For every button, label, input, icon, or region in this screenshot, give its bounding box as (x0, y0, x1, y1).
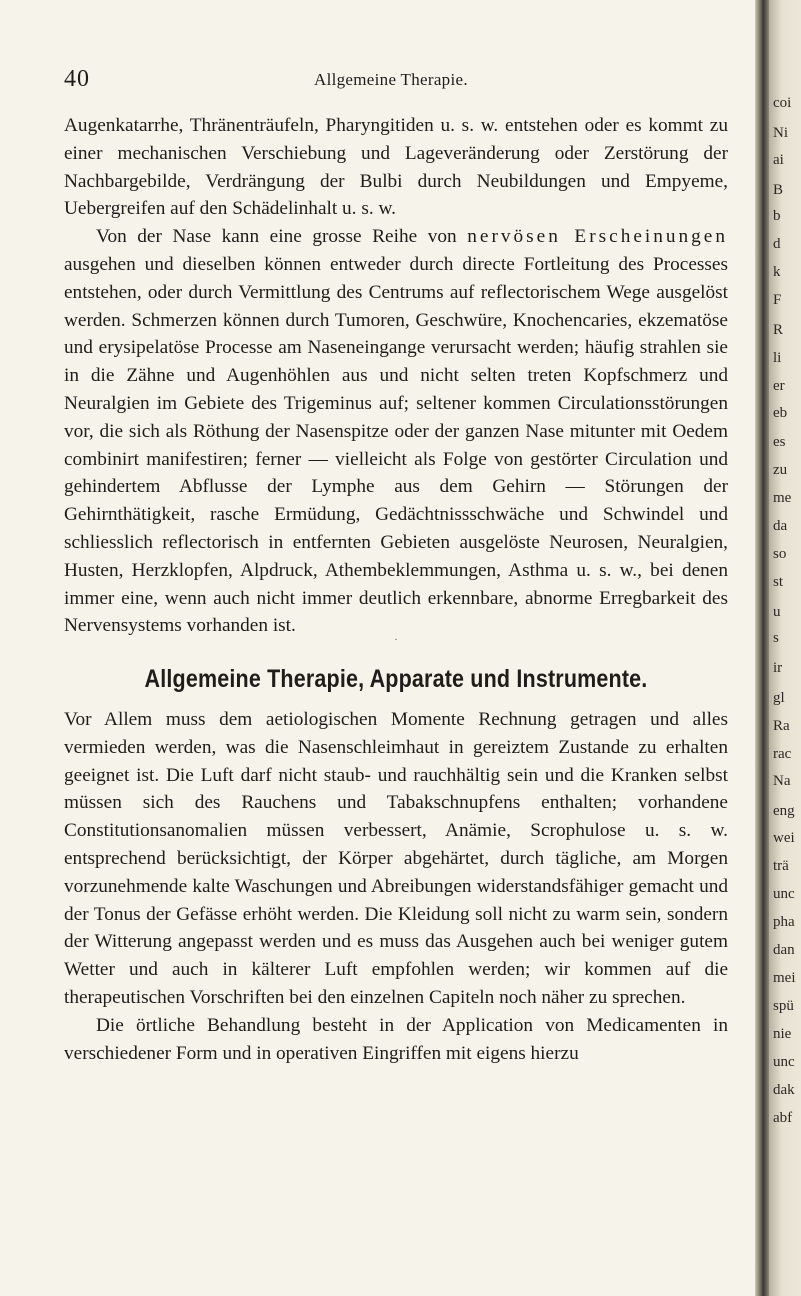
paragraph-2 (64, 223, 728, 640)
next-page-fragment: gl (773, 690, 785, 706)
paragraph-4: Die örtliche Behandlung besteht in der Application von Medicamenten in verschiedener Form und in operativen Eingriffen mit eigens hierzu (64, 1014, 728, 1064)
next-page-fragment: R (773, 322, 784, 338)
next-page-fragment: spü (773, 998, 794, 1014)
next-page-fragment: ai (773, 152, 784, 168)
next-page-fragment: s (773, 630, 779, 646)
section-heading: Allgemeine Therapie, Apparate und Instrumente. (144, 665, 648, 694)
running-head: Allgemeine Therapie. (314, 70, 468, 89)
next-page-fragment: st (773, 574, 784, 590)
next-page-edge (769, 0, 801, 1296)
next-page-fragment: d (773, 236, 781, 252)
next-page-fragment: er (773, 378, 785, 394)
next-page-fragment: me (773, 490, 792, 506)
next-page-fragment: rac (773, 746, 792, 762)
next-page-fragment: k (773, 264, 781, 280)
next-page-fragment: Ra (773, 718, 790, 734)
next-page-fragment: trä (773, 858, 789, 874)
next-page-fragment: eb (773, 405, 788, 421)
next-page-fragment: es (773, 434, 786, 450)
next-page-fragment: Ni (773, 125, 788, 141)
next-page-fragment: coi (773, 95, 792, 111)
next-page-fragment: ir (773, 660, 783, 676)
separator-dot: · (394, 635, 398, 647)
page-header (64, 66, 754, 96)
next-page-fragment: nie (773, 1026, 792, 1042)
paragraph-3: Vor Allem muss dem aetiologischen Momente Rechnung getragen und alles vermieden werden, was die Nasenschleimhaut in gereiztem Zustande zu erhalten geeignet ist. Die Luft darf nicht staub- und rauchhältig sein und die Kranken selbst müssen sich des Rauchens und Tabakschnupfens enthalten; vorhandene Constitutionsanomalien müssen verbessert, Anämie, Scrophulose u. s. w. entsprechend berücksichtigt, der Körper abgehärtet, durch tägliche, am Morgen vorzunehmende kalte Waschungen und Abreibungen widerstandsfähiger gemacht und der Tonus der Gefässe erhöht werden. Die Kleidung soll nicht zu warm sein, sondern der Witterung angepasst werden und es muss das Ausgehen auch bei weniger gutem Wetter und auch in kälterer Luft empfohlen werden; wir kommen auf die therapeutischen Vorschriften bei den einzelnen Capiteln noch näher zu sprechen. (64, 708, 728, 1008)
next-page-fragment: mei (773, 970, 796, 986)
next-page-fragment: u (773, 604, 781, 620)
spaced-emphasis: nervösen Erscheinungen (467, 226, 729, 248)
paragraph-2-start: Von der Nase kann eine grosse Reihe von (96, 226, 468, 248)
next-page-fragment: zu (773, 462, 788, 478)
next-page-fragment: pha (773, 914, 795, 930)
paragraph-1: Augenkatarrhe, Thränenträufeln, Pharyngitiden u. s. w. entstehen oder es kommt zu einer mechanischen Verschiebung und Lageveränderung oder Zerstörung der Nachbargebilde, Verdrängung der Bulbi durch Neubildungen und Empyeme, Uebergreifen auf den Schädelinhalt u. s. w. (64, 115, 728, 220)
next-page-fragment: so (773, 546, 787, 562)
book-gutter (755, 0, 769, 1296)
next-page-fragment: li (773, 350, 782, 366)
next-page-fragment: abf (773, 1110, 793, 1126)
next-page-fragment: b (773, 208, 781, 224)
body-text (64, 112, 728, 1067)
paragraph-2-rest: ausgehen und dieselben können entweder durch directe Fortleitung des Processes entstehen, oder durch Vermittlung des Centrums auf reflectorischem Wege ausgelöst werden. Schmerzen können durch Tumoren, Geschwüre, Knochencaries, ekzematöse und erysipelatöse Processe am Naseneingange verursacht werden; häufig strahlen sie in die Zähne und Augenhöhlen aus und nicht selten treten Kopfschmerz und Neuralgien im Gebiete des Trigeminus auf; seltener kommen Circulationsstörungen vor, die sich als Röthung der Nasenspitze oder der ganzen Nase mitunter mit Oedem combinirt manifestiren; ferner — vielleicht als Folge von gestörter Circulation und gehindertem Abflusse der Lymphe aus dem Gehirn — Störungen der Gehirnthätigkeit, rasche Ermüdung, Gedächtnissschwäche und Schwindel und schliesslich reflectorisch in entfernten Gebieten ausgelöste Neurosen, Neuralgien, Husten, Herzklopfen, Alpdruck, Athembeklemmungen, Asthma u. s. w., bei denen immer eine, wenn auch nicht immer deutlich erkennbare, abnorme Erregbarkeit des Nervensystems vorhanden ist. (64, 253, 728, 637)
next-page-fragment: Na (773, 773, 791, 789)
next-page-fragment: dak (773, 1082, 795, 1098)
next-page-fragment: unc (773, 1054, 795, 1070)
next-page-fragment: da (773, 518, 788, 534)
next-page-fragment: dan (773, 942, 795, 958)
next-page-fragment: F (773, 292, 782, 308)
page-number: 40 (64, 66, 90, 92)
next-page-fragment: wei (773, 830, 795, 846)
next-page-fragment: eng (773, 803, 795, 819)
next-page-fragment: B (773, 182, 784, 198)
next-page-fragment: unc (773, 886, 795, 902)
